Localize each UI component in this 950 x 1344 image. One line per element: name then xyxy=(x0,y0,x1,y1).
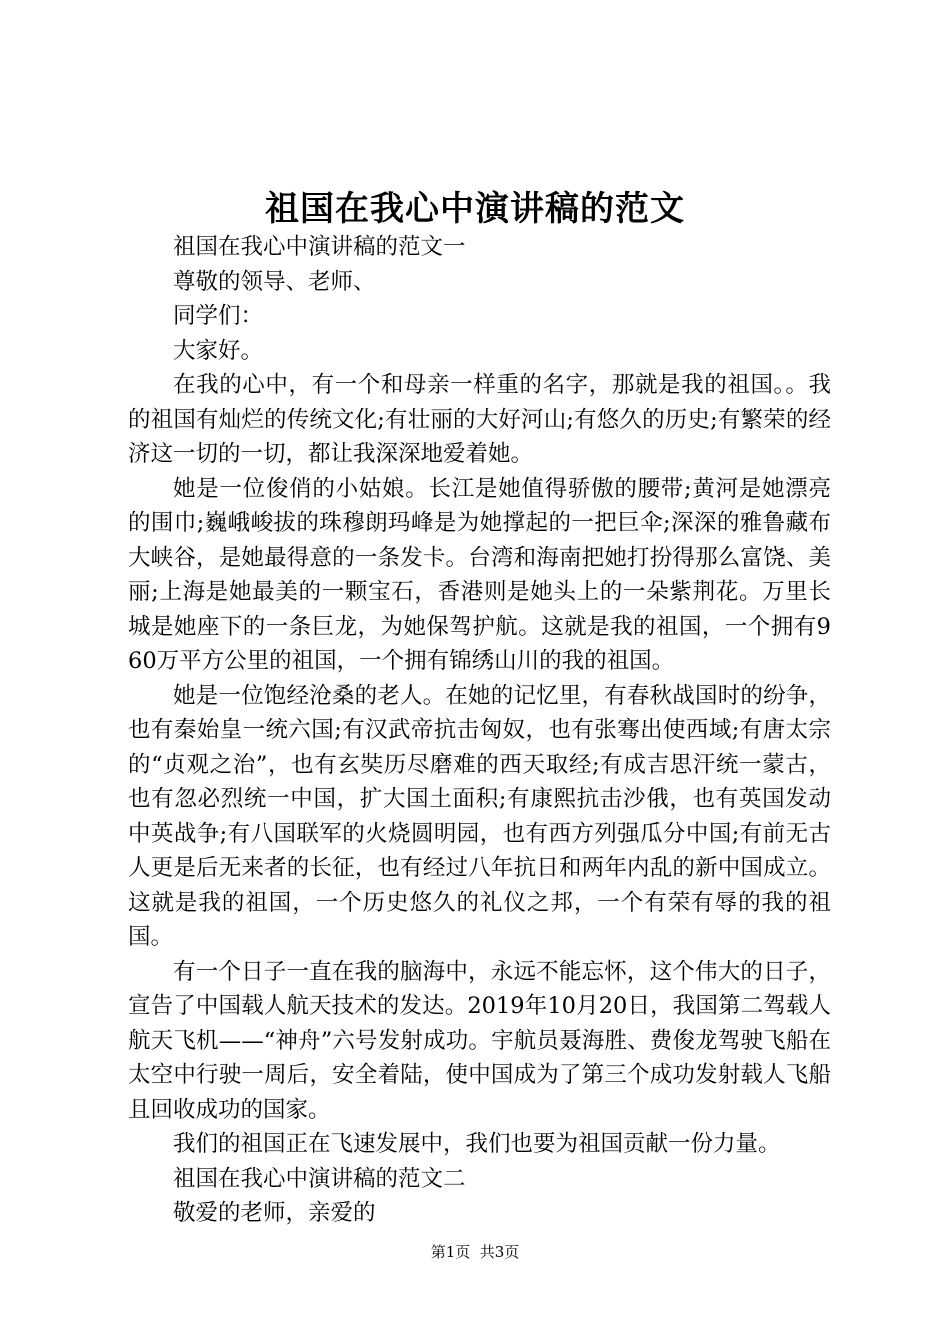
paragraph-greeting: 大家好。 xyxy=(173,337,264,364)
paragraph-girl: 她是一位俊俏的小姑娘。长江是她值得骄傲的腰带;黄河是她漂亮的围巾;巍峨峻拔的珠穆朗玛峰是为她撑起的一把巨伞;深深的雅鲁藏布大峡谷，是她最得意的一条发卡。台湾和海南把她打扮得那么富饶、美丽;上海是她最美的一颗宝石，香港则是她头上的一朵紫荆花。万里长城是她座下的一条巨龙，为她保驾护航。这就是我的祖国，一个拥有960万平方公里的祖国，一个拥有锦绣山川的我的祖国。 xyxy=(128,475,831,674)
paragraph-history: 她是一位饱经沧桑的老人。在她的记忆里，有春秋战国时的纷争，也有秦始皇一统六国;有汉武帝抗击匈奴，也有张骞出使西域;有唐太宗的“贞观之治”，也有玄奘历尽磨难的西天取经;有成吉思汗统一蒙古，也有忽必烈统一中国，扩大国土面积;有康熙抗击沙俄，也有英国发动中英战争;有八国联军的火烧圆明园，也有西方列强瓜分中国;有前无古人更是后无来者的长征，也有经过八年抗日和两年内乱的新中国成立。这就是我的祖国，一个历史悠久的礼仪之邦，一个有荣有辱的我的祖国。 xyxy=(128,682,831,950)
paragraph-section-heading-2: 祖国在我心中演讲稿的范文二 xyxy=(173,1165,466,1192)
paragraph-salutation: 尊敬的领导、老师、 xyxy=(173,268,376,295)
paragraph-space: 有一个日子一直在我的脑海中，永远不能忘怀，这个伟大的日子，宣告了中国载人航天技术的发达。2019年10月20日，我国第二驾载人航天飞机——“神舟”六号发射成功。宇航员聂海胜、费俊龙驾驶飞船在太空中行驶一周后，安全着陆，使中国成为了第三个成功发射载人飞船且回收成功的国家。 xyxy=(128,958,831,1123)
paragraph-salutation-3: 敬爱的老师，亲爱的 xyxy=(173,1200,376,1226)
paragraph-salutation-2: 同学们： xyxy=(173,303,264,329)
paragraph-section-heading-1: 祖国在我心中演讲稿的范文一 xyxy=(173,234,466,260)
document-body xyxy=(128,230,831,1231)
paragraph-intro: 在我的心中，有一个和母亲一样重的名字，那就是我的祖国。。我的祖国有灿烂的传统文化;有壮丽的大好河山;有悠久的历史;有繁荣的经济这一切的一切，都让我深深地爱着她。 xyxy=(128,372,831,467)
page-number-footer: 第1页 共3页 xyxy=(430,1243,520,1261)
document-title: 祖国在我心中演讲稿的范文 xyxy=(265,189,685,229)
paragraph-conclusion: 我们的祖国正在飞速发展中，我们也要为祖国贡献一份力量。 xyxy=(173,1131,781,1157)
